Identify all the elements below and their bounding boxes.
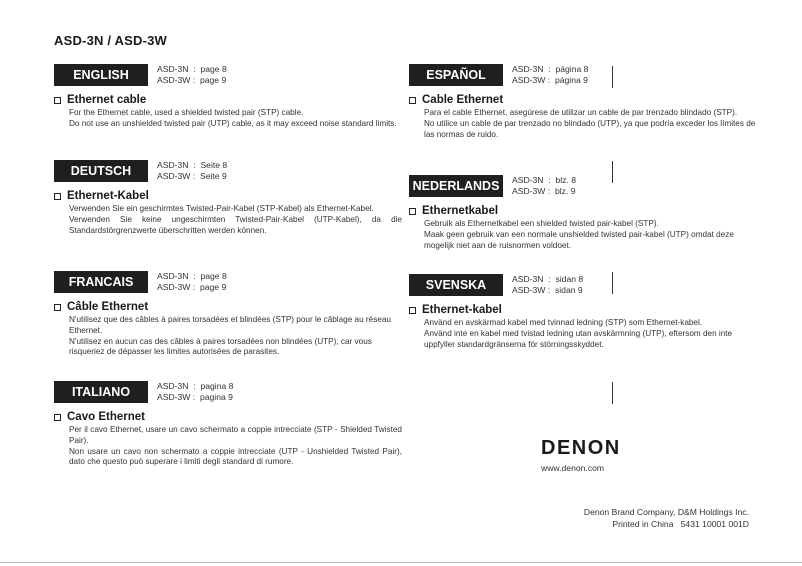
section-body — [54, 315, 402, 358]
page-ref-3w: ASD-3W : Seite 9 — [157, 171, 227, 181]
section-francais — [54, 271, 402, 358]
body-line: Do not use an unshielded twisted pair (UTP) cable, as it may exceed noise standard limits. — [69, 118, 397, 128]
divider-mark — [612, 272, 613, 294]
section-english — [54, 64, 402, 130]
body-line: Per il cavo Ethernet, usare un cavo schermato a coppie intrecciate (STP - Shielded Twisted Pair). — [69, 425, 402, 445]
body-line: Gebruik als Ethernetkabel een shielded twisted pair-kabel (STP). — [424, 219, 659, 228]
website-url: www.denon.com — [541, 463, 605, 473]
divider-mark — [612, 382, 613, 404]
section-heading — [409, 304, 757, 316]
body-line: No utilice un cable de par trenzado no blindado (UTP), ya que podría exceder los límites de las normas de ruido. — [424, 118, 756, 139]
section-body — [54, 425, 402, 468]
heading-text: Ethernet-Kabel — [67, 190, 149, 202]
page-references — [512, 175, 576, 197]
section-deutsch — [54, 160, 402, 236]
language-badge: SVENSKA — [409, 274, 503, 296]
page-references — [157, 381, 233, 403]
section-heading — [54, 301, 402, 313]
bottom-rule — [0, 562, 802, 563]
page-references — [157, 64, 227, 86]
section-heading — [54, 94, 402, 106]
section-body — [409, 318, 757, 350]
page-ref-3w: ASD-3W : pagina 9 — [157, 392, 233, 402]
heading-text: Cable Ethernet — [422, 94, 504, 106]
denon-logo: DENON — [541, 437, 621, 459]
body-line: Non usare un cavo non schermato a coppie intrecciate (UTP - Unshielded Twisted Pair), dato che questo può superare i limiti degli standard di rumore. — [69, 446, 402, 467]
section-heading — [54, 411, 402, 423]
divider-mark — [612, 161, 613, 183]
language-badge: NEDERLANDS — [409, 175, 503, 197]
language-badge: FRANCAIS — [54, 271, 148, 293]
body-line: N'utilisez en aucun cas des câbles à paires torsadées non blindées (UTP), car vous risqueriez de dépasser les limites autorisées de parasites. — [69, 336, 372, 357]
section-heading — [409, 94, 757, 106]
checkbox-icon — [409, 307, 416, 314]
heading-text: Ethernet cable — [67, 94, 147, 106]
checkbox-icon — [54, 414, 61, 421]
checkbox-icon — [409, 208, 416, 215]
checkbox-icon — [409, 97, 416, 104]
page-ref-3w: ASD-3W : blz. 9 — [512, 186, 576, 196]
section-body — [409, 108, 757, 140]
section-body — [54, 108, 402, 130]
body-line: Verwenden Sie keine ungeschirmten Twisted-Pair-Kabel (UTP-Kabel), da die Standardstörgrenzwerte überschritten werden können. — [69, 214, 402, 235]
page-references — [157, 271, 227, 293]
page-ref-3n: ASD-3N : pagina 8 — [157, 381, 234, 391]
page-ref-3n: ASD-3N : page 8 — [157, 271, 227, 281]
section-svenska — [409, 274, 757, 350]
divider-mark — [612, 66, 613, 88]
page-references — [157, 160, 227, 182]
page-ref-3n: ASD-3N : page 8 — [157, 64, 227, 74]
company-name: Denon Brand Company, D&M Holdings Inc. — [583, 507, 749, 517]
page-ref-3n: ASD-3N : Seite 8 — [157, 160, 228, 170]
section-italiano — [54, 381, 402, 468]
body-line: Använd inte en kabel med tvistad ledning utan avskärmning (UTP), eftersom den inte uppfyller standardgränserna för störningsskyddet. — [424, 328, 733, 349]
document-title: ASD-3N / ASD-3W — [54, 33, 168, 48]
body-line: Verwenden Sie ein geschirmtes Twisted-Pair-Kabel (STP-Kabel) als Ethernet-Kabel. — [69, 204, 374, 213]
section-heading — [409, 205, 757, 217]
checkbox-icon — [54, 97, 61, 104]
section-nederlands — [409, 175, 757, 251]
body-line: For the Ethernet cable, used a shielded twisted pair (STP) cable. — [69, 108, 304, 117]
body-line: Maak geen gebruik van een normale unshielded twisted pair-kabel (UTP) omdat deze mogelijk niet aan de ruisnormen voldoet. — [424, 229, 734, 250]
checkbox-icon — [54, 304, 61, 311]
language-badge: ENGLISH — [54, 64, 148, 86]
language-badge: ITALIANO — [54, 381, 148, 403]
page-ref-3w: ASD-3W : page 9 — [157, 75, 227, 85]
language-badge: ESPAÑOL — [409, 64, 503, 86]
page-ref-3n: ASD-3N : página 8 — [512, 64, 589, 74]
language-badge: DEUTSCH — [54, 160, 148, 182]
section-espanol — [409, 64, 757, 140]
body-line: Använd en avskärmad kabel med tvinnad ledning (STP) som Ethernet-kabel. — [424, 318, 703, 327]
heading-text: Ethernetkabel — [422, 205, 499, 217]
section-body — [54, 204, 402, 236]
page-ref-3w: ASD-3W : página 9 — [512, 75, 588, 85]
heading-text: Cavo Ethernet — [67, 411, 145, 423]
body-line: N'utilisez que des câbles à paires torsadées et blindées (STP) pour le câblage au réseau Ethernet. — [69, 315, 391, 335]
page-references — [512, 64, 588, 86]
page-ref-3n: ASD-3N : sidan 8 — [512, 274, 584, 284]
heading-text: Ethernet-kabel — [422, 304, 502, 316]
section-body — [409, 219, 757, 251]
page-ref-3n: ASD-3N : blz. 8 — [512, 175, 576, 185]
page-ref-3w: ASD-3W : sidan 9 — [512, 285, 583, 295]
print-info: Printed in China 5431 10001 001D — [612, 519, 749, 529]
page-ref-3w: ASD-3W : page 9 — [157, 282, 227, 292]
checkbox-icon — [54, 193, 61, 200]
body-line: Para el cable Ethernet, asegúrese de utilizar un cable de par trenzado blindado (STP). — [424, 108, 738, 117]
footer — [584, 506, 749, 530]
heading-text: Câble Ethernet — [67, 301, 149, 313]
section-heading — [54, 190, 402, 202]
page-references — [512, 274, 583, 296]
